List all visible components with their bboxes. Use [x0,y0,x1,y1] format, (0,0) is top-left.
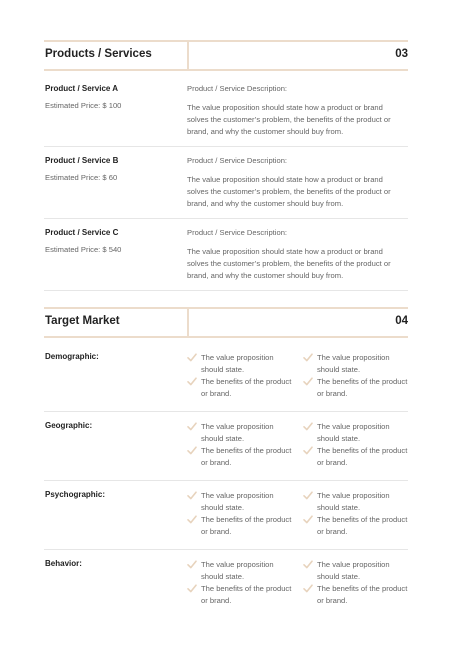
target-market-row [44,549,408,618]
product-description-label: Product / Service Description: [187,156,288,165]
target-market-header [44,307,408,338]
product-name: Product / Service B [45,156,119,165]
target-market-row [44,411,408,481]
bullet-item [303,583,408,607]
bullet-text: The value proposition should state. [201,422,274,443]
bullet-column [303,559,408,607]
check-icon [187,446,197,455]
bullet-column [303,490,408,538]
check-icon [187,422,197,431]
target-market-label: Psychographic: [45,490,106,499]
target-market-row [44,342,408,412]
bullet-text: The benefits of the product or brand. [201,584,292,605]
bullet-item [303,559,408,583]
products-section-number: 03 [395,48,408,60]
check-icon [187,377,197,386]
bullet-item [187,352,292,376]
bullet-text: The benefits of the product or brand. [317,446,408,467]
check-icon [187,491,197,500]
check-icon [187,353,197,362]
target-market-label: Geographic: [45,421,93,430]
bullet-text: The benefits of the product or brand. [317,515,408,536]
bullet-text: The value proposition should state. [201,560,274,581]
bullet-column [187,352,292,400]
bullet-text: The value proposition should state. [317,491,390,512]
bullet-column [303,421,408,469]
check-icon [187,584,197,593]
bullet-text: The value proposition should state. [317,422,390,443]
bullet-item [187,514,292,538]
product-price: Estimated Price: $ 540 [45,245,122,254]
check-icon [187,560,197,569]
bullet-item [187,490,292,514]
bullet-item [303,490,408,514]
product-description-label: Product / Service Description: [187,84,288,93]
check-icon [303,446,313,455]
bullet-item [187,445,292,469]
bullet-item [187,421,292,445]
check-icon [303,377,313,386]
product-price: Estimated Price: $ 100 [45,101,122,110]
bullet-text: The benefits of the product or brand. [201,515,292,536]
product-name: Product / Service C [45,228,119,237]
bullet-text: The benefits of the product or brand. [201,377,292,398]
bullet-text: The value proposition should state. [201,353,274,374]
product-description-label: Product / Service Description: [187,228,288,237]
bullet-text: The value proposition should state. [317,560,390,581]
check-icon [187,515,197,524]
product-description: The value proposition should state how a product or brand solves the customer’s problem, the benefits of the product or brand, and why the customer should buy from. [187,175,391,208]
check-icon [303,515,313,524]
bullet-column [303,352,408,400]
product-row [44,218,408,291]
target-market-row [44,480,408,550]
bullet-text: The benefits of the product or brand. [201,446,292,467]
header-divider [187,42,189,69]
target-market-number: 04 [395,315,408,327]
bullet-item [303,352,408,376]
product-price: Estimated Price: $ 60 [45,173,118,182]
product-row [44,146,408,219]
bullet-item [303,376,408,400]
bullet-text: The benefits of the product or brand. [317,377,408,398]
bullet-item [187,376,292,400]
check-icon [303,353,313,362]
bullet-text: The value proposition should state. [201,491,274,512]
product-description: The value proposition should state how a product or brand solves the customer’s problem, the benefits of the product or brand, and why the customer should buy from. [187,247,391,280]
bullet-item [187,559,292,583]
header-divider [187,309,189,336]
bullet-item [303,514,408,538]
target-market-label: Demographic: [45,352,99,361]
check-icon [303,422,313,431]
target-market-title: Target Market [45,315,120,327]
bullet-item [303,421,408,445]
bullet-column [187,559,292,607]
bullet-column [187,490,292,538]
products-section-header [44,40,408,71]
bullet-text: The benefits of the product or brand. [317,584,408,605]
product-row [44,74,408,147]
bullet-text: The value proposition should state. [317,353,390,374]
products-section-title: Products / Services [45,48,152,60]
product-description: The value proposition should state how a product or brand solves the customer’s problem, the benefits of the product or brand, and why the customer should buy from. [187,103,391,136]
bullet-item [303,445,408,469]
check-icon [303,560,313,569]
bullet-column [187,421,292,469]
target-market-label: Behavior: [45,559,82,568]
bullet-item [187,583,292,607]
check-icon [303,491,313,500]
check-icon [303,584,313,593]
product-name: Product / Service A [45,84,119,93]
